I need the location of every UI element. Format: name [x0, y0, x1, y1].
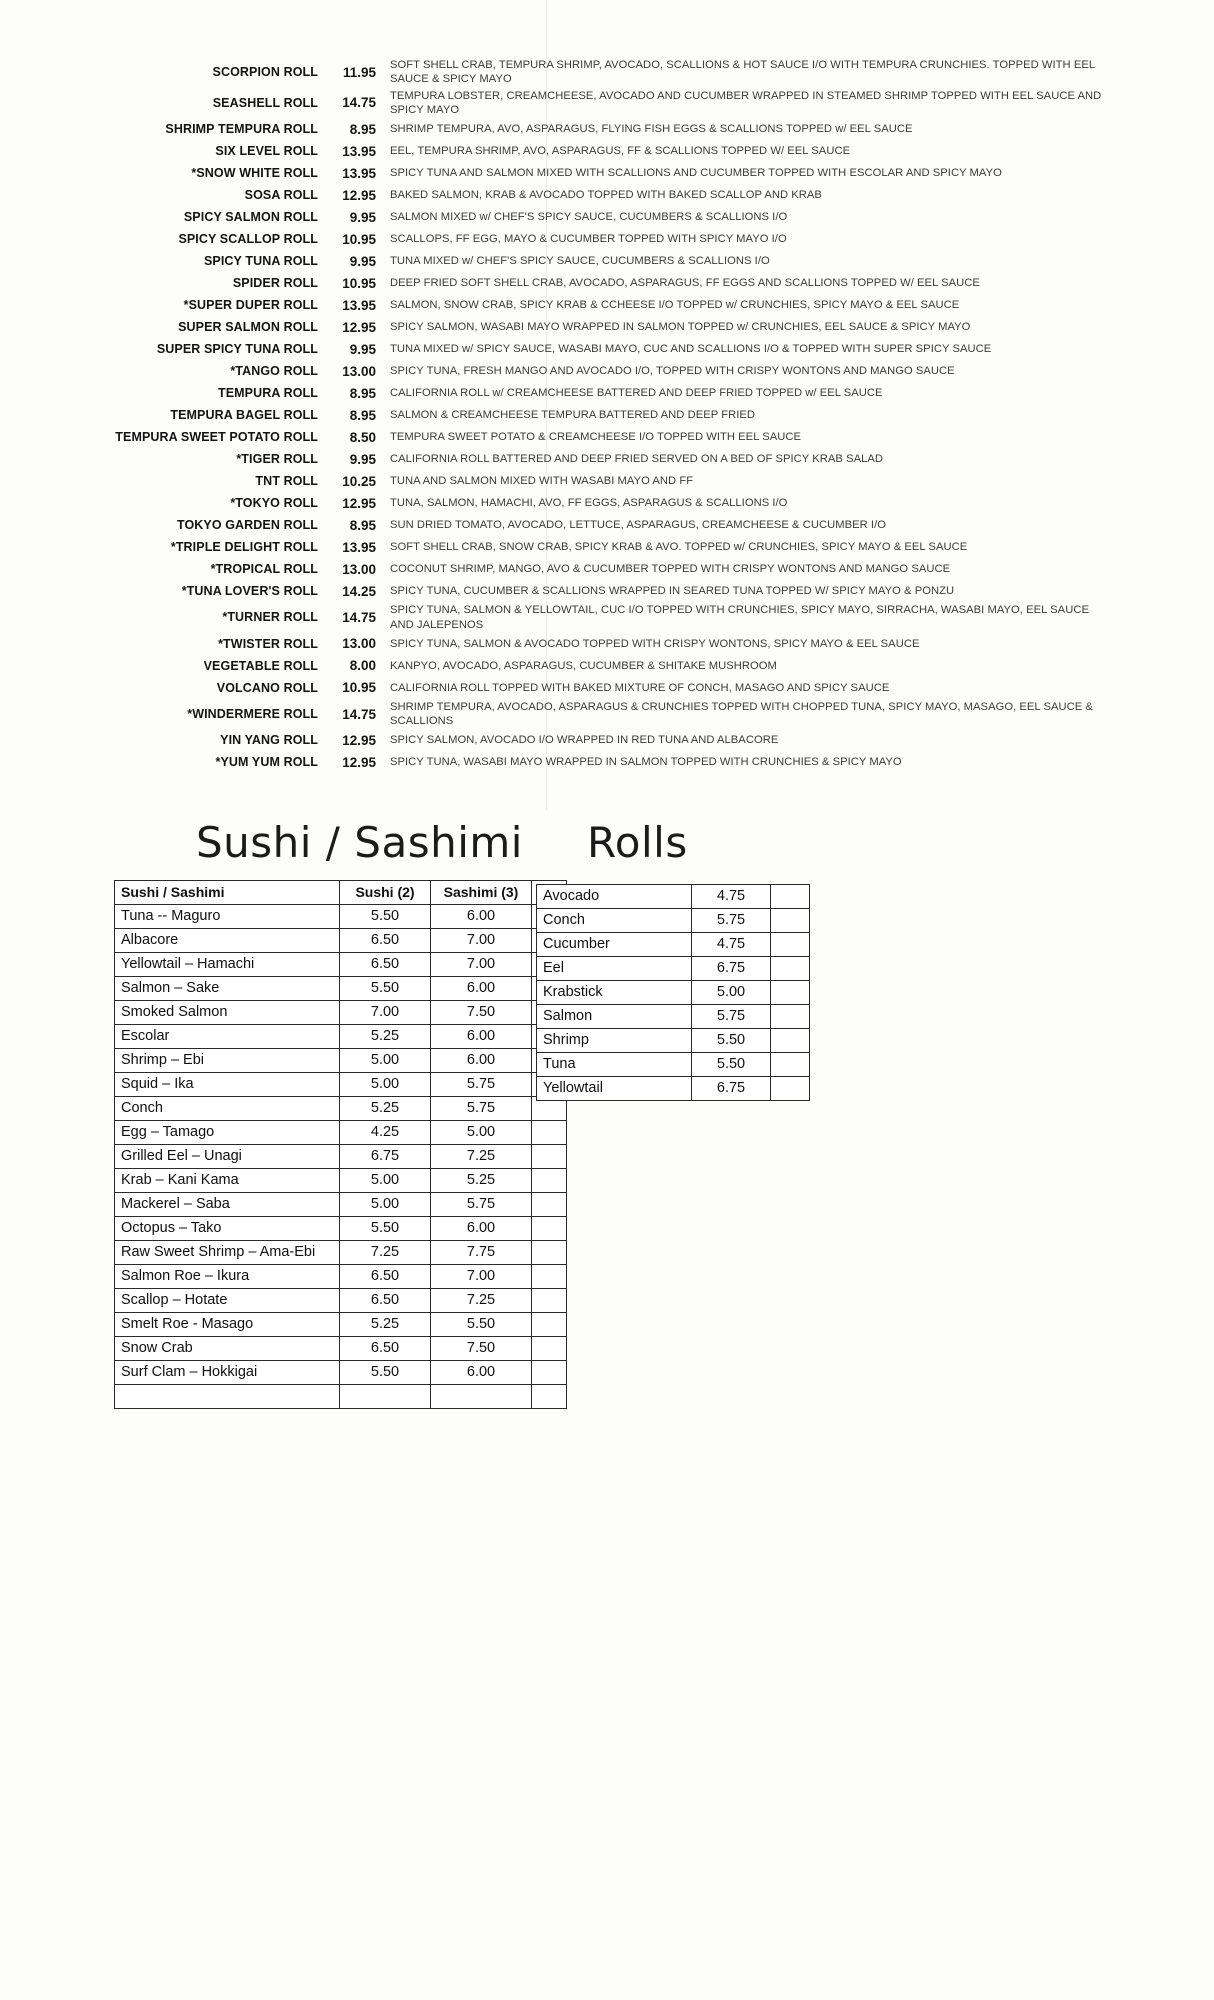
roll-name: SPICY SALMON ROLL [183, 210, 318, 225]
roll-name: YIN YANG ROLL [220, 733, 318, 748]
roll-row [96, 700, 1106, 729]
roll-row [96, 537, 1106, 557]
roll-description: BAKED SALMON, KRAB & AVOCADO TOPPED WITH BAKED SCALLOP AND KRAB [390, 189, 822, 202]
roll-row [96, 339, 1106, 359]
roll-row [96, 753, 1106, 773]
roll-name: SCORPION ROLL [212, 65, 318, 80]
roll-row [96, 559, 1106, 579]
sushi-item-name: Mackerel – Saba [115, 1193, 340, 1217]
roll-description: TUNA MIXED w/ SPICY SAUCE, WASABI MAYO, CUC AND SCALLIONS I/O & TOPPED WITH SUPER SPICY SAUCE [390, 343, 992, 356]
roll-description: TUNA, SALMON, HAMACHI, AVO, FF EGGS, ASPARAGUS & SCALLIONS I/O [390, 497, 788, 510]
sushi-item-name: Conch [115, 1097, 340, 1121]
blank-cell [532, 1289, 567, 1313]
table-row [115, 1097, 567, 1121]
roll-name: SPICY TUNA ROLL [203, 254, 318, 269]
roll-row [96, 678, 1106, 698]
roll-description: TEMPURA LOBSTER, CREAMCHEESE, AVOCADO AND CUCUMBER WRAPPED IN STEAMED SHRIMP TOPPED WITH EEL SAUCE AND SPICY MAYO [390, 89, 1102, 116]
sushi-item-name: Scallop – Hotate [115, 1289, 340, 1313]
roll-item-price: 5.50 [692, 1029, 771, 1053]
roll-name: TEMPURA SWEET POTATO ROLL [115, 430, 318, 445]
roll-name: SPIDER ROLL [232, 276, 318, 291]
blank-cell [532, 1217, 567, 1241]
roll-row [96, 493, 1106, 513]
table-row [115, 1385, 567, 1409]
sushi-item-name: Grilled Eel – Unagi [115, 1145, 340, 1169]
roll-row [96, 427, 1106, 447]
sushi-item-name [115, 1385, 340, 1409]
roll-description: EEL, TEMPURA SHRIMP, AVO, ASPARAGUS, FF & SCALLIONS TOPPED W/ EEL SAUCE [390, 145, 851, 158]
roll-item-name: Salmon [537, 1005, 692, 1029]
sashimi-price: 6.00 [431, 1025, 532, 1049]
roll-name: SPICY SCALLOP ROLL [178, 232, 318, 247]
sushi-price [340, 1385, 431, 1409]
roll-name: *TANGO ROLL [230, 364, 318, 379]
blank-cell [771, 981, 810, 1005]
roll-price: 13.95 [342, 165, 376, 181]
roll-description: SPICY TUNA, FRESH MANGO AND AVOCADO I/O, TOPPED WITH CRISPY WONTONS AND MANGO SAUCE [390, 365, 955, 378]
roll-row [96, 207, 1106, 227]
roll-price: 8.95 [349, 385, 376, 401]
roll-item-name: Eel [537, 957, 692, 981]
roll-name: *TIGER ROLL [236, 452, 318, 467]
roll-price: 8.50 [349, 429, 376, 445]
roll-description: TEMPURA SWEET POTATO & CREAMCHEESE I/O TOPPED WITH EEL SAUCE [390, 431, 802, 444]
sashimi-price: 5.25 [431, 1169, 532, 1193]
sushi-price: 6.50 [340, 929, 431, 953]
table-row [115, 905, 567, 929]
roll-item-price: 4.75 [692, 885, 771, 909]
roll-price: 9.95 [349, 253, 376, 269]
roll-row [96, 89, 1106, 118]
table-row [115, 1169, 567, 1193]
roll-name: *TUNA LOVER'S ROLL [181, 584, 318, 599]
sushi-item-name: Albacore [115, 929, 340, 953]
table-row [115, 953, 567, 977]
sushi-item-name: Smoked Salmon [115, 1001, 340, 1025]
roll-description: SALMON & CREAMCHEESE TEMPURA BATTERED AND DEEP FRIED [390, 409, 756, 422]
sashimi-price: 7.00 [431, 1265, 532, 1289]
table-row [115, 1001, 567, 1025]
roll-item-price: 6.75 [692, 957, 771, 981]
roll-price: 13.95 [342, 539, 376, 555]
blank-cell [532, 1265, 567, 1289]
sashimi-price: 5.75 [431, 1193, 532, 1217]
roll-name: SHRIMP TEMPURA ROLL [165, 122, 318, 137]
sashimi-price: 7.75 [431, 1241, 532, 1265]
roll-name: *TROPICAL ROLL [210, 562, 318, 577]
roll-item-name: Krabstick [537, 981, 692, 1005]
sashimi-price: 7.00 [431, 929, 532, 953]
roll-row [96, 405, 1106, 425]
roll-name: TEMPURA ROLL [217, 386, 318, 401]
table-row [537, 1053, 810, 1077]
roll-description: CALIFORNIA ROLL BATTERED AND DEEP FRIED SERVED ON A BED OF SPICY KRAB SALAD [390, 453, 884, 466]
sushi-price: 5.00 [340, 1169, 431, 1193]
blank-cell [771, 1029, 810, 1053]
table-row [115, 1313, 567, 1337]
table-row [115, 1361, 567, 1385]
table-row [115, 1265, 567, 1289]
table-row [115, 1193, 567, 1217]
roll-row [96, 295, 1106, 315]
roll-price: 12.95 [342, 187, 376, 203]
roll-name: SEASHELL ROLL [212, 95, 318, 110]
roll-price: 9.95 [349, 209, 376, 225]
sashimi-price: 6.00 [431, 1049, 532, 1073]
roll-item-name: Conch [537, 909, 692, 933]
roll-item-name: Shrimp [537, 1029, 692, 1053]
roll-price: 12.95 [342, 755, 376, 771]
roll-description: SPICY TUNA, SALMON & YELLOWTAIL, CUC I/O TOPPED WITH CRUNCHIES, SPICY MAYO, SIRRACHA, WASABI MAYO, EEL SAUCE AND JALEPENOS [390, 604, 1089, 631]
roll-name: *TURNER ROLL [222, 610, 318, 625]
sushi-price: 5.50 [340, 905, 431, 929]
roll-description: SPICY TUNA, CUCUMBER & SCALLIONS WRAPPED IN SEARED TUNA TOPPED W/ SPICY MAYO & PONZU [390, 585, 955, 598]
sashimi-price: 6.00 [431, 905, 532, 929]
roll-item-price: 5.75 [692, 1005, 771, 1029]
blank-cell [771, 933, 810, 957]
roll-row [96, 656, 1106, 676]
blank-cell [771, 885, 810, 909]
roll-item-name: Avocado [537, 885, 692, 909]
roll-row [96, 515, 1106, 535]
table-row [537, 885, 810, 909]
roll-description: SPICY TUNA, WASABI MAYO WRAPPED IN SALMON TOPPED WITH CRUNCHIES & SPICY MAYO [390, 756, 902, 769]
sushi-price: 6.50 [340, 1265, 431, 1289]
sushi-item-name: Shrimp – Ebi [115, 1049, 340, 1073]
specialty-rolls-list [96, 58, 1106, 775]
table-row [537, 1029, 810, 1053]
roll-description: COCONUT SHRIMP, MANGO, AVO & CUCUMBER TOPPED WITH CRISPY WONTONS AND MANGO SAUCE [390, 563, 951, 576]
sushi-item-name: Snow Crab [115, 1337, 340, 1361]
table-row [115, 1121, 567, 1145]
table-row [115, 1049, 567, 1073]
roll-description: CALIFORNIA ROLL w/ CREAMCHEESE BATTERED AND DEEP FRIED TOPPED w/ EEL SAUCE [390, 387, 883, 400]
blank-cell [532, 1337, 567, 1361]
sashimi-price: 7.50 [431, 1337, 532, 1361]
roll-row [96, 361, 1106, 381]
sushi-price: 6.75 [340, 1145, 431, 1169]
sushi-price: 5.25 [340, 1313, 431, 1337]
table-header-row [115, 881, 567, 905]
roll-price: 12.95 [342, 733, 376, 749]
roll-price: 14.75 [342, 610, 376, 626]
table-row [115, 977, 567, 1001]
sushi-price: 5.50 [340, 1217, 431, 1241]
roll-description: SCALLOPS, FF EGG, MAYO & CUCUMBER TOPPED WITH SPICY MAYO I/O [390, 233, 787, 246]
sashimi-price: 5.75 [431, 1097, 532, 1121]
roll-name: VOLCANO ROLL [216, 680, 318, 695]
table-row [537, 957, 810, 981]
sushi-price: 7.25 [340, 1241, 431, 1265]
roll-price: 13.95 [342, 297, 376, 313]
sashimi-price: 5.50 [431, 1313, 532, 1337]
roll-price: 8.00 [349, 658, 376, 674]
sashimi-price: 7.00 [431, 953, 532, 977]
sushi-item-name: Yellowtail – Hamachi [115, 953, 340, 977]
sushi-item-name: Tuna -- Maguro [115, 905, 340, 929]
roll-price: 13.00 [342, 636, 376, 652]
roll-row [96, 731, 1106, 751]
roll-price: 14.75 [342, 706, 376, 722]
roll-description: DEEP FRIED SOFT SHELL CRAB, AVOCADO, ASPARAGUS, FF EGGS AND SCALLIONS TOPPED W/ EEL SAUCE [390, 277, 980, 290]
roll-item-price: 5.00 [692, 981, 771, 1005]
sushi-item-name: Escolar [115, 1025, 340, 1049]
roll-name: SIX LEVEL ROLL [215, 144, 318, 159]
roll-name: TEMPURA BAGEL ROLL [170, 408, 318, 423]
roll-price: 13.00 [342, 561, 376, 577]
roll-row [96, 603, 1106, 632]
roll-row [96, 634, 1106, 654]
roll-name: *SUPER DUPER ROLL [183, 298, 318, 313]
roll-price: 10.95 [342, 275, 376, 291]
column-header-item: Sushi / Sashimi [115, 881, 340, 905]
table-row [115, 1241, 567, 1265]
sushi-price: 5.50 [340, 1361, 431, 1385]
roll-item-price: 5.50 [692, 1053, 771, 1077]
blank-cell [771, 1053, 810, 1077]
sushi-price: 5.00 [340, 1193, 431, 1217]
roll-description: TUNA MIXED w/ CHEF'S SPICY SAUCE, CUCUMBERS & SCALLIONS I/O [390, 255, 770, 268]
table-row [115, 1337, 567, 1361]
roll-row [96, 273, 1106, 293]
roll-price: 10.95 [342, 231, 376, 247]
blank-cell [532, 1385, 567, 1409]
blank-cell [532, 1193, 567, 1217]
roll-price: 10.95 [342, 680, 376, 696]
roll-item-name: Cucumber [537, 933, 692, 957]
roll-description: SHRIMP TEMPURA, AVOCADO, ASPARAGUS & CRUNCHIES TOPPED WITH CHOPPED TUNA, SPICY MAYO, MASAGO, EEL SAUCE & SCALLIONS [390, 700, 1093, 728]
table-row [537, 1005, 810, 1029]
roll-name: *YUM YUM ROLL [215, 755, 318, 770]
basic-rolls-table [536, 884, 810, 1101]
sushi-price: 5.00 [340, 1073, 431, 1097]
roll-row [96, 119, 1106, 139]
blank-cell [532, 1313, 567, 1337]
roll-description: SOFT SHELL CRAB, SNOW CRAB, SPICY KRAB & AVO. TOPPED w/ CRUNCHIES, SPICY MAYO & EEL SAUCE [390, 541, 968, 554]
blank-cell [532, 1361, 567, 1385]
roll-name: *TOKYO ROLL [230, 496, 318, 511]
roll-price: 12.95 [342, 319, 376, 335]
sashimi-price: 5.00 [431, 1121, 532, 1145]
sashimi-price: 7.25 [431, 1145, 532, 1169]
roll-name: *SNOW WHITE ROLL [191, 166, 318, 181]
sushi-sashimi-table [114, 880, 567, 1409]
blank-cell [771, 909, 810, 933]
roll-name: VEGETABLE ROLL [203, 658, 318, 673]
roll-item-price: 4.75 [692, 933, 771, 957]
roll-description: SPICY TUNA, SALMON & AVOCADO TOPPED WITH CRISPY WONTONS, SPICY MAYO & EEL SAUCE [390, 637, 920, 650]
roll-name: *TWISTER ROLL [218, 636, 318, 651]
roll-row [96, 229, 1106, 249]
roll-row [96, 251, 1106, 271]
roll-row [96, 383, 1106, 403]
sushi-item-name: Krab – Kani Kama [115, 1169, 340, 1193]
roll-price: 13.00 [342, 363, 376, 379]
roll-price: 14.75 [342, 95, 376, 111]
roll-description: SPICY SALMON, AVOCADO I/O WRAPPED IN RED TUNA AND ALBACORE [390, 734, 779, 747]
sushi-item-name: Octopus – Tako [115, 1217, 340, 1241]
table-row [115, 1025, 567, 1049]
column-header-sushi: Sushi (2) [340, 881, 431, 905]
blank-cell [532, 1145, 567, 1169]
roll-name: SUPER SALMON ROLL [178, 320, 318, 335]
roll-name: TNT ROLL [255, 474, 318, 489]
roll-name: *TRIPLE DELIGHT ROLL [170, 540, 318, 555]
roll-description: SOFT SHELL CRAB, TEMPURA SHRIMP, AVOCADO, SCALLIONS & HOT SAUCE I/O WITH TEMPURA CRUNCHIES. TOPPED WITH EEL SAUCE & SPICY MAYO [390, 59, 1095, 86]
blank-cell [771, 1077, 810, 1101]
sushi-sashimi-heading: Sushi / Sashimi [196, 818, 523, 867]
roll-row [96, 317, 1106, 337]
sushi-price: 6.50 [340, 1289, 431, 1313]
sashimi-price: 5.75 [431, 1073, 532, 1097]
table-row [115, 1145, 567, 1169]
roll-price: 11.95 [342, 64, 376, 80]
roll-description: SPICY TUNA AND SALMON MIXED WITH SCALLIONS AND CUCUMBER TOPPED WITH ESCOLAR AND SPICY MAYO [390, 167, 1002, 180]
roll-price: 8.95 [349, 121, 376, 137]
blank-cell [532, 1121, 567, 1145]
table-row [115, 1217, 567, 1241]
roll-description: TUNA AND SALMON MIXED WITH WASABI MAYO AND FF [390, 475, 694, 488]
sashimi-price [431, 1385, 532, 1409]
column-header-sashimi: Sashimi (3) [431, 881, 532, 905]
roll-price: 13.95 [342, 143, 376, 159]
roll-item-price: 5.75 [692, 909, 771, 933]
sashimi-price: 6.00 [431, 1217, 532, 1241]
roll-row [96, 58, 1106, 87]
roll-row [96, 185, 1106, 205]
roll-description: KANPYO, AVOCADO, ASPARAGUS, CUCUMBER & SHITAKE MUSHROOM [390, 659, 777, 672]
roll-description: CALIFORNIA ROLL TOPPED WITH BAKED MIXTURE OF CONCH, MASAGO AND SPICY SAUCE [390, 681, 890, 694]
sushi-item-name: Smelt Roe - Masago [115, 1313, 340, 1337]
sushi-item-name: Salmon – Sake [115, 977, 340, 1001]
sushi-item-name: Raw Sweet Shrimp – Ama-Ebi [115, 1241, 340, 1265]
roll-row [96, 141, 1106, 161]
roll-name: *WINDERMERE ROLL [187, 707, 318, 722]
sushi-price: 5.25 [340, 1025, 431, 1049]
roll-item-name: Yellowtail [537, 1077, 692, 1101]
roll-name: SOSA ROLL [244, 188, 318, 203]
roll-description: SALMON MIXED w/ CHEF'S SPICY SAUCE, CUCUMBERS & SCALLIONS I/O [390, 211, 788, 224]
sushi-item-name: Squid – Ika [115, 1073, 340, 1097]
roll-description: SALMON, SNOW CRAB, SPICY KRAB & CCHEESE I/O TOPPED w/ CRUNCHIES, SPICY MAYO & EEL SAUCE [390, 299, 960, 312]
table-row [537, 1077, 810, 1101]
table-row [537, 909, 810, 933]
sashimi-price: 6.00 [431, 1361, 532, 1385]
table-row [115, 929, 567, 953]
roll-row [96, 449, 1106, 469]
roll-description: SHRIMP TEMPURA, AVO, ASPARAGUS, FLYING FISH EGGS & SCALLIONS TOPPED w/ EEL SAUCE [390, 123, 913, 136]
rolls-heading: Rolls [587, 818, 688, 867]
blank-cell [771, 1005, 810, 1029]
sashimi-price: 6.00 [431, 977, 532, 1001]
roll-price: 9.95 [349, 451, 376, 467]
sushi-price: 7.00 [340, 1001, 431, 1025]
sushi-price: 4.25 [340, 1121, 431, 1145]
sushi-price: 5.00 [340, 1049, 431, 1073]
table-row [537, 981, 810, 1005]
roll-name: TOKYO GARDEN ROLL [176, 518, 318, 533]
roll-row [96, 581, 1106, 601]
sushi-price: 5.25 [340, 1097, 431, 1121]
roll-price: 9.95 [349, 341, 376, 357]
blank-cell [532, 1241, 567, 1265]
sushi-price: 6.50 [340, 1337, 431, 1361]
roll-description: SPICY SALMON, WASABI MAYO WRAPPED IN SALMON TOPPED w/ CRUNCHIES, EEL SAUCE & SPICY MAYO [390, 321, 971, 334]
roll-item-name: Tuna [537, 1053, 692, 1077]
roll-row [96, 471, 1106, 491]
sushi-item-name: Surf Clam – Hokkigai [115, 1361, 340, 1385]
sashimi-price: 7.25 [431, 1289, 532, 1313]
blank-cell [532, 1169, 567, 1193]
roll-row [96, 163, 1106, 183]
table-row [115, 1289, 567, 1313]
table-row [115, 1073, 567, 1097]
sushi-item-name: Egg – Tamago [115, 1121, 340, 1145]
sushi-item-name: Salmon Roe – Ikura [115, 1265, 340, 1289]
roll-price: 10.25 [342, 473, 376, 489]
roll-price: 14.25 [342, 583, 376, 599]
sushi-price: 5.50 [340, 977, 431, 1001]
roll-description: SUN DRIED TOMATO, AVOCADO, LETTUCE, ASPARAGUS, CREAMCHEESE & CUCUMBER I/O [390, 519, 886, 532]
roll-price: 12.95 [342, 495, 376, 511]
roll-price: 8.95 [349, 407, 376, 423]
blank-cell [771, 957, 810, 981]
roll-name: SUPER SPICY TUNA ROLL [156, 342, 318, 357]
roll-item-price: 6.75 [692, 1077, 771, 1101]
sushi-price: 6.50 [340, 953, 431, 977]
roll-price: 8.95 [349, 517, 376, 533]
sashimi-price: 7.50 [431, 1001, 532, 1025]
table-row [537, 933, 810, 957]
